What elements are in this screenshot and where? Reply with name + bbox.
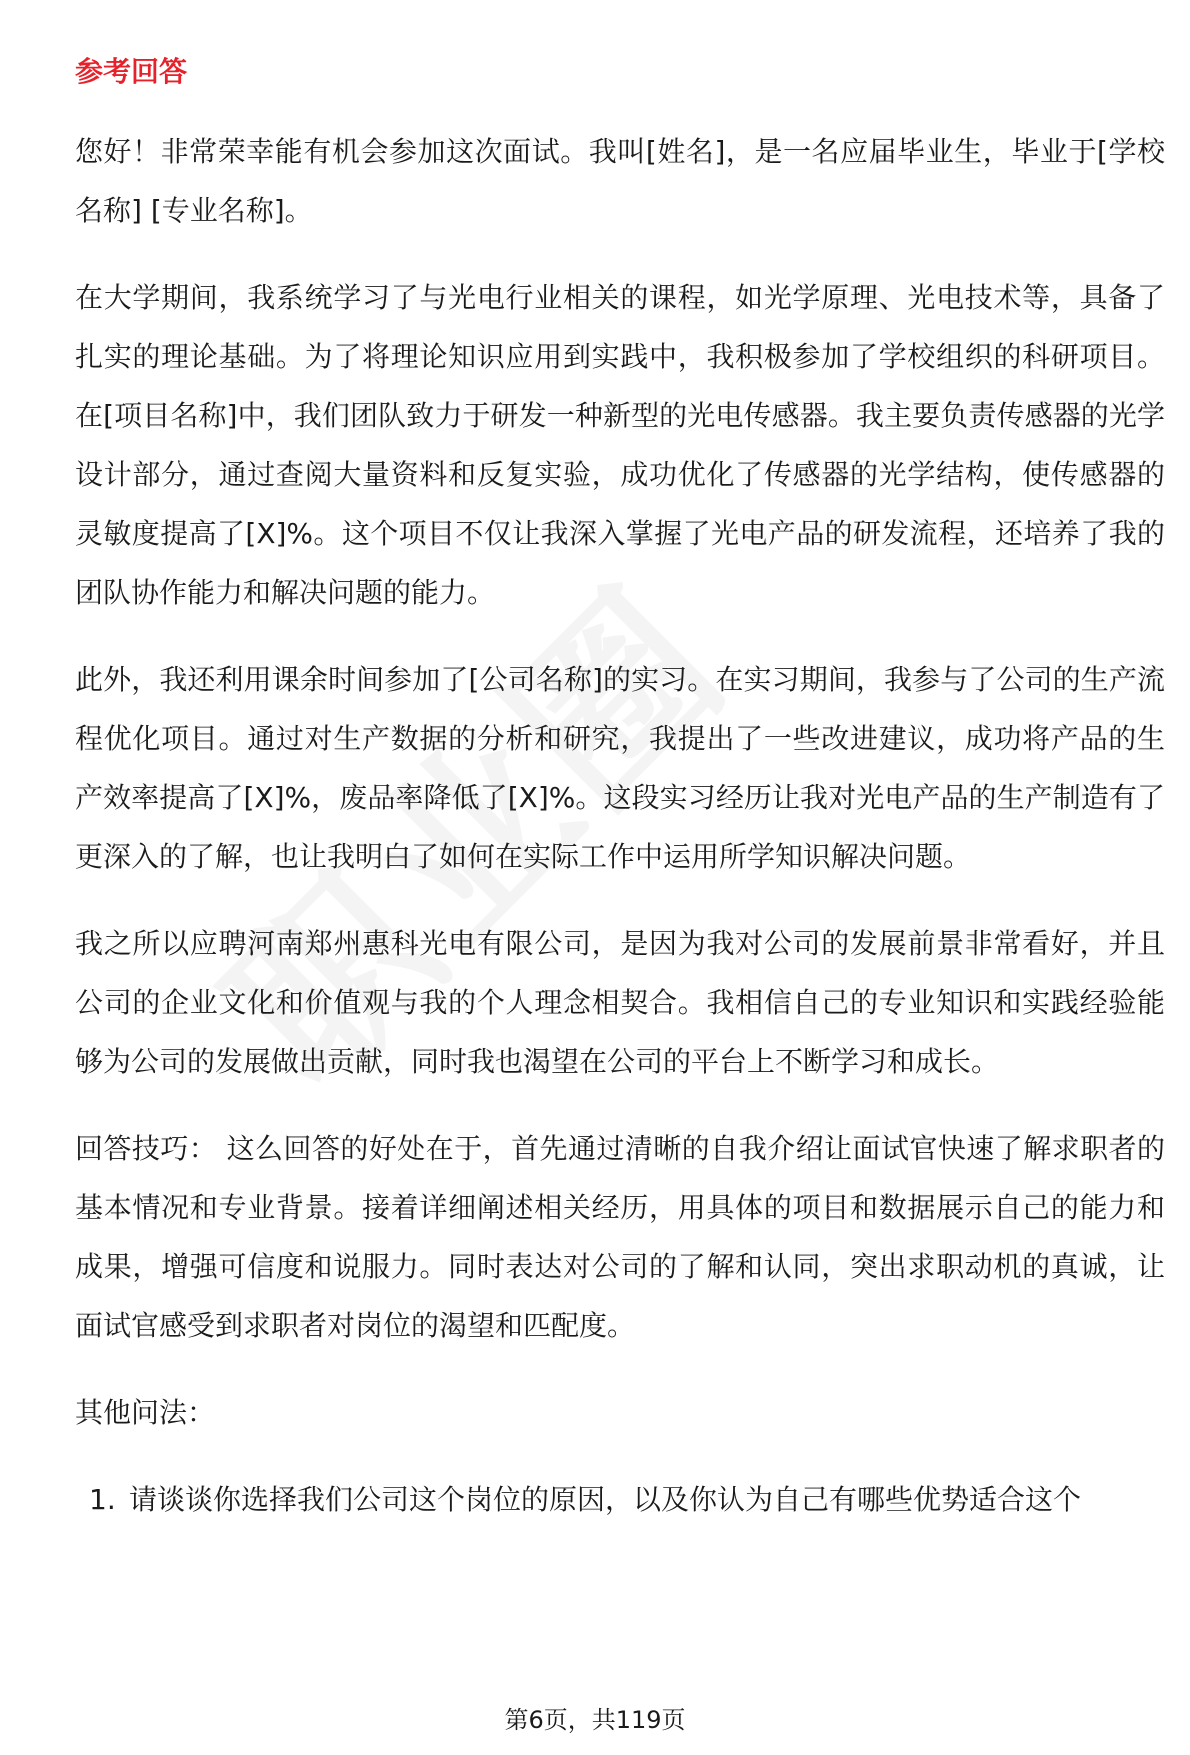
list-item-text: 请谈谈你选择我们公司这个岗位的原因，以及你认为自己有哪些优势适合这个 xyxy=(129,1483,1082,1516)
document-body xyxy=(75,50,1165,1529)
paragraph-tips: 回答技巧： 这么回答的好处在于，首先通过清晰的自我介绍让面试官快速了解求职者的基本情况和专业背景。接着详细阐述相关经历，用具体的项目和数据展示自己的能力和成果，增强可信度和说服力。同时表达对公司的了解和认同，突出求职动机的真诚，让面试官感受到求职者对岗位的渴望和匹配度。 xyxy=(75,1132,1165,1342)
paragraph-motivation: 我之所以应聘河南郑州惠科光电有限公司，是因为我对公司的发展前景非常看好，并且公司的企业文化和价值观与我的个人理念相契合。我相信自己的专业知识和实践经验能够为公司的发展做出贡献，同时我也渴望在公司的平台上不断学习和成长。 xyxy=(75,927,1165,1078)
page-footer: 第6页，共119页 xyxy=(504,1706,686,1734)
list-item xyxy=(75,1470,1165,1529)
section-heading: 参考回答 xyxy=(75,55,188,88)
paragraph-internship: 此外，我还利用课余时间参加了[公司名称]的实习。在实习期间，我参与了公司的生产流程优化项目。通过对生产数据的分析和研究，我提出了一些改进建议，成功将产品的生产效率提高了[X]%，废品率降低了[X]%。这段实习经历让我对光电产品的生产制造有了更深入的了解，也让我明白了如何在实际工作中运用所学知识解决问题。 xyxy=(75,663,1165,873)
paragraph-university: 在大学期间，我系统学习了与光电行业相关的课程，如光学原理、光电技术等，具备了扎实的理论基础。为了将理论知识应用到实践中，我积极参加了学校组织的科研项目。在[项目名称]中，我们团队致力于研发一种新型的光电传感器。我主要负责传感器的光学设计部分，通过查阅大量资料和反复实验，成功优化了传感器的光学结构，使传感器的灵敏度提高了[X]%。这个项目不仅让我深入掌握了光电产品的研发流程，还培养了我的团队协作能力和解决问题的能力。 xyxy=(75,281,1165,609)
question-list xyxy=(75,1470,1165,1529)
paragraph-intro: 您好！非常荣幸能有机会参加这次面试。我叫[姓名]，是一名应届毕业生，毕业于[学校名称] [专业名称]。 xyxy=(75,135,1165,227)
paragraph-other-questions: 其他问法： xyxy=(75,1396,216,1429)
list-item-number: 1. xyxy=(89,1483,116,1516)
